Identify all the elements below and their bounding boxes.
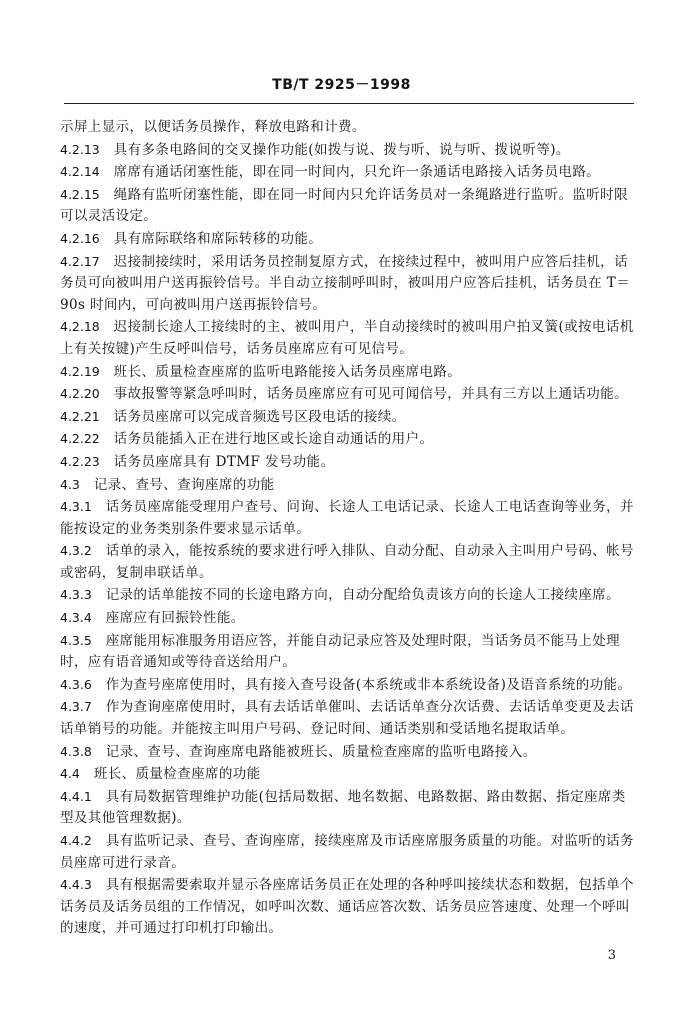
clause-4-2-23: 4.2.23 话务员座席具有 DTMF 发号功能。 bbox=[60, 453, 335, 470]
clause-4-2-20: 4.2.20 事故报警等紧急呼叫时，话务员座席应有可见可闻信号，并具有三方以上通话功能。 bbox=[60, 386, 628, 403]
clause-4-3-5: 4.3.5 座席能用标准服务用语应答，并能自动记录应答及处理时限，当话务员不能马上处理时，应有语音通知或等待音送给用户。 bbox=[60, 632, 621, 671]
clause-4-3-4: 4.3.4 座席应有回振铃性能。 bbox=[60, 610, 245, 627]
document-header bbox=[0, 74, 683, 94]
clause-4-3-1: 4.3.1 话务员座席能受理用户查号、问询、长途人工电话记录、长途人工电话查询等业务，并能按设定的业务类别条件要求显示话单。 bbox=[60, 499, 634, 537]
page-number: 3 bbox=[607, 948, 616, 963]
clause-4-2-22: 4.2.22 话务员能插入正在进行地区或长途自动通话的用户。 bbox=[60, 431, 434, 448]
document-body bbox=[60, 117, 634, 940]
clause-4-2-16: 4.2.16 具有席际联络和席际转移的功能。 bbox=[60, 230, 323, 247]
clause-4-2-17: 4.2.17 迟接制接续时，采用话务员控制复原方式，在接续过程中，被叫用户应答后挂机，话务员可向被叫用户送再振铃信号。半自动立接制呼叫时，被叫用户应答后挂机，话务员在 T＝90s 时间内，可向被叫用户送再振铃信号。 bbox=[60, 253, 631, 313]
clause-4-2-18: 4.2.18 迟接制长途人工接续时的主、被叫用户，半自动接续时的被叫用户拍叉簧(或按电话机上有关按键)产生反呼叫信号，话务员座席应有可见信号。 bbox=[60, 319, 634, 357]
clause-4-3-7: 4.3.7 作为查询座席使用时，具有去话话单催叫、去话话单查分次话费、去话话单变更及去话话单销号的功能。并能按主叫用户号码、登记时间、通话类别和受话地名提取话单。 bbox=[60, 699, 634, 738]
paragraph-continuation: 示屏上显示，以便话务员操作，释放电路和计费。 bbox=[60, 119, 366, 135]
section-heading-4-3: 4.3 记录、查号、查询座席的功能 bbox=[60, 476, 275, 493]
clause-4-4-3: 4.4.3 具有根据需要索取并显示各座席话务员正在处理的各种呼叫接续状态和数据，包括单个话务员及话务员组的工作情况，如呼叫次数、通话应答次数、话务员应答速度、处理一个呼叫的速度，并可通过打印机打印输出。 bbox=[60, 877, 634, 937]
clause-4-3-8: 4.3.8 记录、查号、查询座席电路能被班长、质量检查座席的监听电路接入。 bbox=[60, 743, 537, 760]
clause-4-4-1: 4.4.1 具有局数据管理维护功能(包括局数据、地名数据、电路数据、路由数据、指定座席类型及其他管理数据)。 bbox=[60, 788, 626, 827]
clause-4-3-3: 4.3.3 记录的话单能按不同的长途电路方向，自动分配给负责该方向的长途人工接续座席。 bbox=[60, 587, 621, 604]
section-heading-4-4: 4.4 班长、质量检查座席的功能 bbox=[60, 766, 261, 783]
standard-number: TB/T 2925－1998 bbox=[272, 77, 411, 93]
clause-4-3-6: 4.3.6 作为查号座席使用时，具有接入查号设备(本系统或非本系统设备)及语音系统的功能。 bbox=[60, 676, 632, 693]
clause-4-2-21: 4.2.21 话务员座席可以完成音频选号区段电话的接续。 bbox=[60, 408, 406, 425]
clause-4-2-15: 4.2.15 绳路有监听闭塞性能，即在同一时间内只允许话务员对一条绳路进行监听。监听时限可以灵活设定。 bbox=[60, 186, 628, 225]
clause-4-3-2: 4.3.2 话单的录入，能按系统的要求进行呼入排队、自动分配、自动录入主叫用户号码、帐号或密码，复制串联话单。 bbox=[60, 543, 634, 581]
clause-4-2-19: 4.2.19 班长、质量检查座席的监听电路能接入话务员座席电路。 bbox=[60, 363, 462, 380]
clause-4-4-2: 4.4.2 具有监听记录、查号、查询座席，接续座席及市话座席服务质量的功能。对监听的话务员座席可进行录音。 bbox=[60, 833, 634, 871]
clause-4-2-13: 4.2.13 具有多条电路间的交叉操作功能(如拨与说、拨与听、说与听、拨说听等)。 bbox=[60, 141, 570, 158]
clause-4-2-14: 4.2.14 席席有通话闭塞性能，即在同一时间内，只允许一条通话电路接入话务员电路。 bbox=[60, 164, 601, 181]
header-rule bbox=[64, 103, 634, 104]
